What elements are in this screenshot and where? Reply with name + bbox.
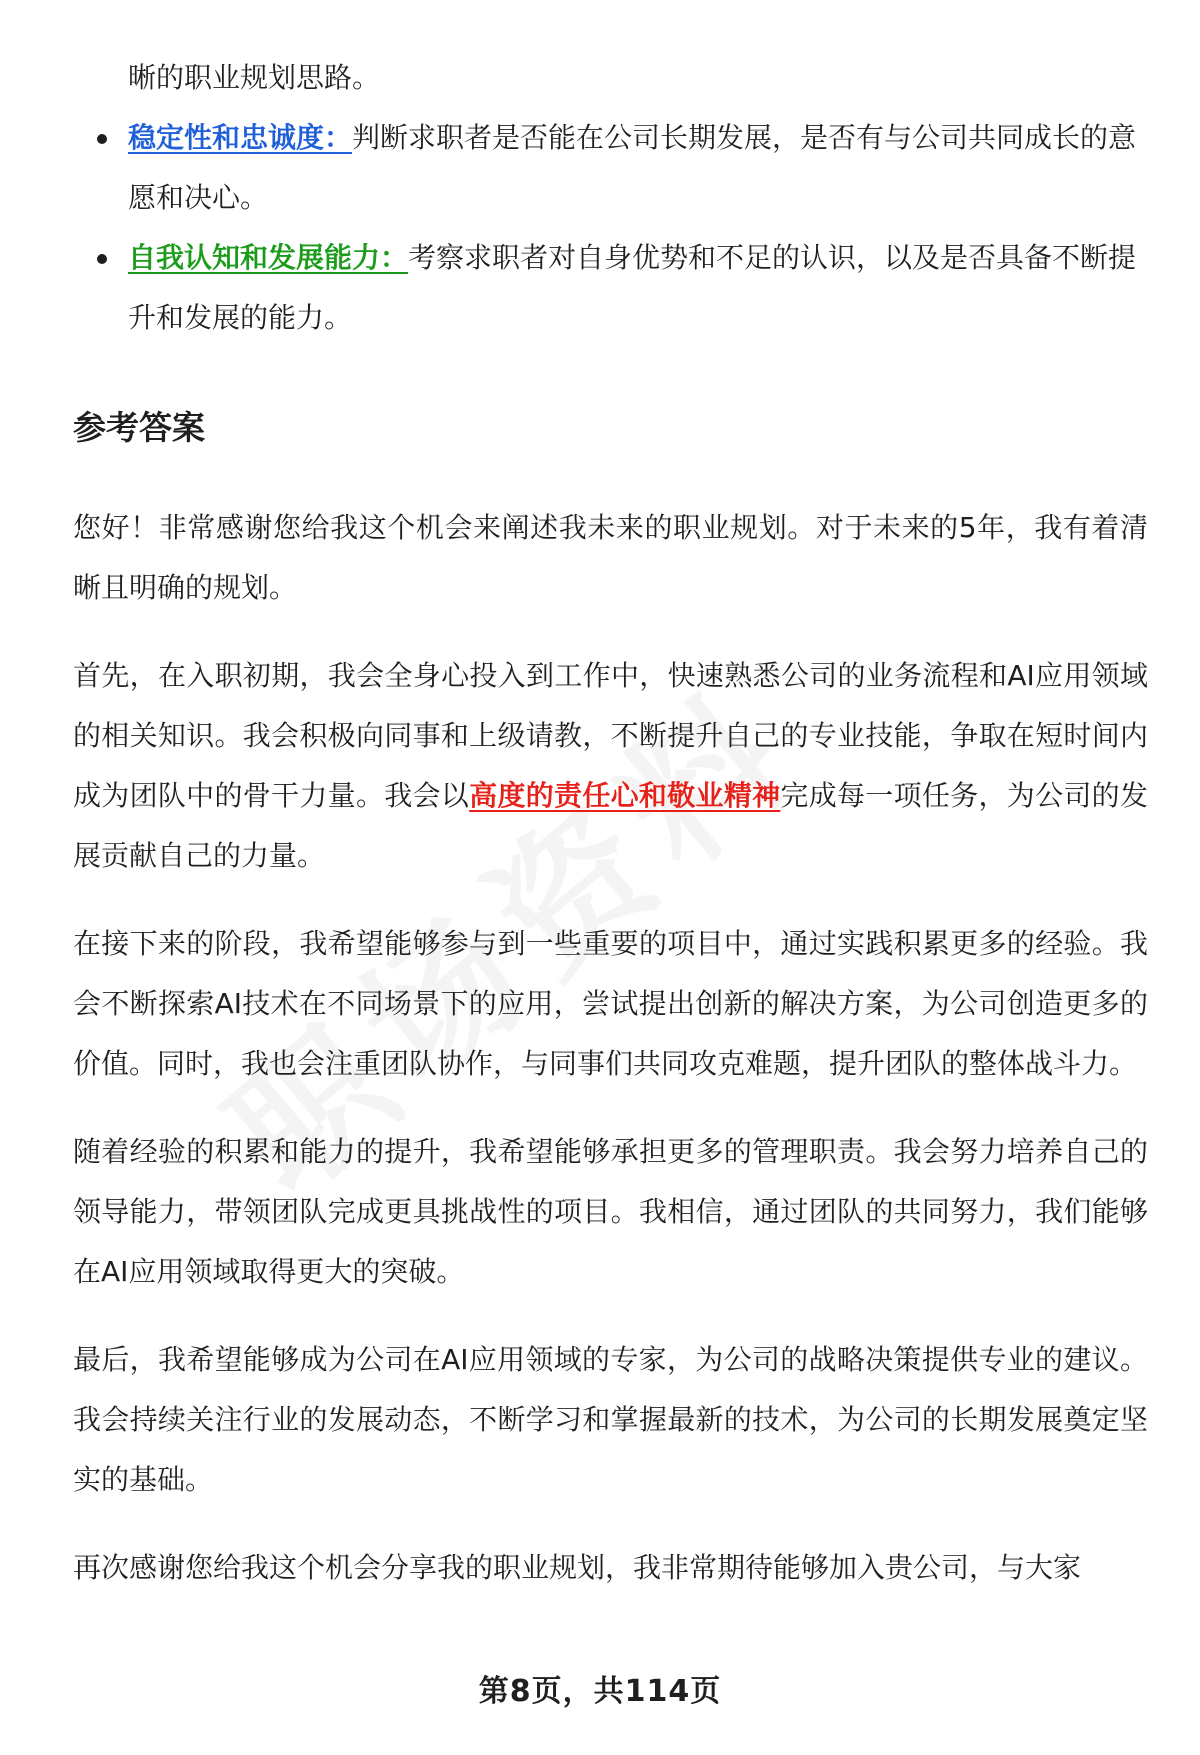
answer-paragraph-5: 最后，我希望能够成为公司在AI应用领域的专家，为公司的战略决策提供专业的建议。我会持续关注行业的发展动态，不断学习和掌握最新的技术，为公司的长期发展奠定坚实的基础。 <box>73 1343 1148 1496</box>
section-title: 参考答案 <box>73 408 205 447</box>
answer-paragraph-2 <box>73 646 1148 886</box>
paragraph-text: 完成每一项任务，为公司的发展贡献自己的力量。 <box>73 779 1148 872</box>
criteria-description: 考察求职者对自身优势和不足的认识，以及是否具备不断提升和发展的能力。 <box>128 241 1137 334</box>
bullet-continuation-text: 晰的职业规划思路。 <box>128 61 381 94</box>
answer-paragraph-1: 您好！非常感谢您给我这个机会来阐述我未来的职业规划。对于未来的5年，我有着清晰且明确的规划。 <box>73 511 1148 604</box>
bullet-dot-icon <box>97 254 107 264</box>
answer-paragraph-4: 随着经验的积累和能力的提升，我希望能够承担更多的管理职责。我会努力培养自己的领导能力，带领团队完成更具挑战性的项目。我相信，通过团队的共同努力，我们能够在AI应用领域取得更大的突破。 <box>73 1135 1148 1288</box>
answer-paragraph-6: 再次感谢您给我这个机会分享我的职业规划，我非常期待能够加入贵公司，与大家 <box>73 1551 1082 1584</box>
highlighted-phrase: 高度的责任心和敬业精神 <box>469 779 781 812</box>
criteria-list <box>73 108 1148 348</box>
page-content <box>73 48 1148 1626</box>
criteria-term-self-awareness: 自我认知和发展能力： <box>128 241 409 274</box>
list-item <box>73 108 1148 228</box>
criteria-term-stability: 稳定性和忠诚度： <box>128 121 353 154</box>
criteria-description: 判断求职者是否能在公司长期发展，是否有与公司共同成长的意愿和决心。 <box>128 121 1137 214</box>
paragraph-text: 首先，在入职初期，我会全身心投入到工作中，快速熟悉公司的业务流程和AI应用领域的相关知识。我会积极向同事和上级请教，不断提升自己的专业技能，争取在短时间内成为团队中的骨干力量。我会以 <box>73 659 1148 812</box>
page-number-footer: 第8页，共114页 <box>478 1674 722 1709</box>
list-item <box>73 228 1148 348</box>
answer-paragraph-3: 在接下来的阶段，我希望能够参与到一些重要的项目中，通过实践积累更多的经验。我会不断探索AI技术在不同场景下的应用，尝试提出创新的解决方案，为公司创造更多的价值。同时，我也会注重团队协作，与同事们共同攻克难题，提升团队的整体战斗力。 <box>73 927 1148 1080</box>
bullet-dot-icon <box>97 134 107 144</box>
